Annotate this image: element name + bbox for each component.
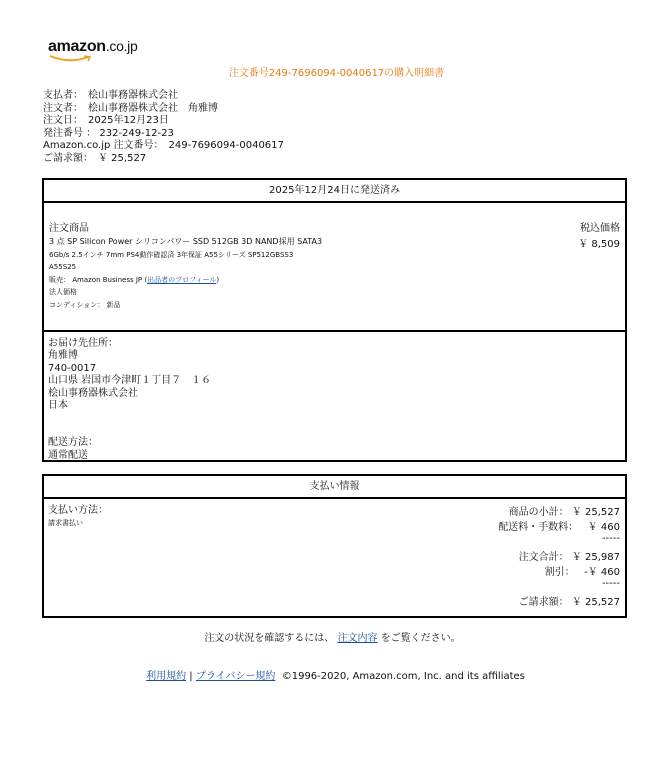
amazon-order-number-row: Amazon.co.jp 注文番号： 249-7696094-0040617	[43, 140, 284, 152]
privacy-link[interactable]: プライバシー規約	[195, 671, 276, 682]
subtotal-row: 商品の小計： ￥ 25,527	[508, 507, 620, 518]
billed-total-row: ご請求額： ￥ 25,527	[518, 597, 620, 608]
payment-method-block	[48, 501, 108, 528]
order-title: 注文番号249-7696094-0040617の購入明細書	[228, 68, 445, 79]
payment-header: 支払い情報	[44, 476, 625, 499]
orderer-row: 注文者： 桧山事務器株式会社 角雅博	[43, 102, 218, 114]
amazon-logo	[48, 38, 137, 56]
order-meta	[43, 90, 284, 166]
order-total-row: 注文合計： ￥ 25,987	[518, 552, 620, 563]
payer-row: 支払者： 桧山事務器株式会社	[43, 90, 178, 101]
item-line-3: A55S25	[49, 263, 77, 271]
address-name: 角雅博	[48, 350, 78, 362]
item-line-1: 3 点 SP Silicon Power シリコンパワー SSD 512GB 3D NAND採用 SATA3	[49, 237, 323, 246]
discount-row: 割引： -￥ 460	[544, 567, 620, 578]
footer-separator: |	[189, 671, 193, 682]
logo-suffix: .co.jp	[105, 38, 138, 54]
copyright: ©1996-2020, Amazon.com, Inc. and its affiliates	[281, 671, 525, 682]
logo-text: amazon	[48, 38, 106, 55]
price-label: 税込価格	[580, 223, 620, 234]
payment-method: 請求書払い	[48, 519, 83, 527]
shipment-header: 2025年12月24日に発送済み	[44, 180, 625, 203]
shipping-fee-row: 配送料・手数料： ￥ 460	[498, 522, 620, 533]
order-date-row: 注文日： 2025年12月23日	[43, 115, 169, 127]
address-street: 山口県 岩国市今津町１丁目７ １６	[48, 375, 212, 387]
item-price: ￥ 8,509	[578, 239, 620, 250]
shipping-section	[48, 338, 211, 462]
seller-line: 販売： Amazon Business JP (出品者のプロフィール)	[49, 275, 220, 284]
amazon-smile-icon	[48, 55, 94, 63]
billed-amount-row: ご請求額： ￥ 25,527	[43, 152, 147, 164]
shipping-method-label: 配送方法：	[48, 437, 98, 449]
items-label: 注文商品	[49, 223, 89, 234]
corp-price-label: 法人価格	[49, 288, 77, 296]
address-postal: 740-0017	[48, 362, 97, 374]
item-description	[49, 236, 349, 311]
seller-profile-link[interactable]: 出品者のプロフィール	[147, 275, 217, 284]
address-country: 日本	[48, 400, 68, 412]
condition-line: コンディション： 新品	[49, 300, 121, 309]
footer	[0, 667, 659, 682]
payment-box	[42, 474, 627, 618]
address-label: お届け先住所：	[48, 338, 118, 349]
terms-link[interactable]: 利用規約	[146, 671, 187, 682]
order-status-note: 注文の状況を確認するには、 注文内容 をご覧ください。	[204, 633, 461, 644]
payment-method-label: 支払い方法：	[48, 505, 108, 516]
item-line-2: 6Gb/s 2.5インチ 7mm PS4動作確認済 3年保証 A55シリーズ SP512GBSS3	[49, 250, 294, 259]
divider-2: -----	[601, 578, 620, 589]
items-section	[44, 203, 625, 332]
po-number-row: 発注番号 ： 232-249-12-23	[43, 127, 174, 139]
order-details-link[interactable]: 注文内容	[337, 633, 378, 644]
divider-1: -----	[601, 533, 620, 544]
shipping-method: 通常配送	[48, 449, 88, 461]
address-company: 桧山事務器株式会社	[48, 387, 138, 399]
shipment-box	[42, 178, 627, 462]
